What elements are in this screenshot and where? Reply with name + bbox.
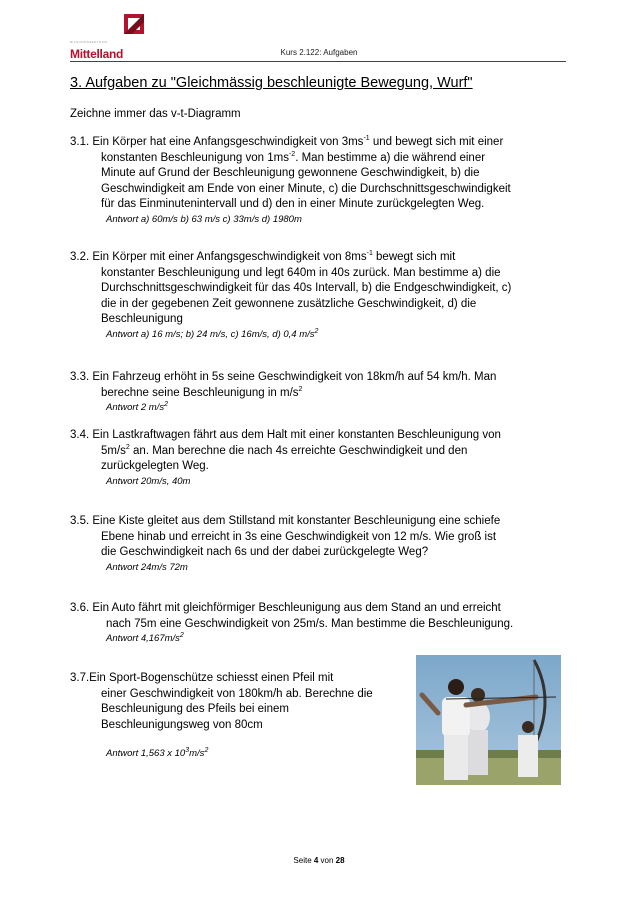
task-line: die in der gegebenen Zeit gewonnene zusätzliche Geschwindigkeit, d) die (101, 297, 477, 310)
task-3-5 (70, 514, 500, 574)
task-line: 3.4. Ein Lastkraftwagen fährt aus dem Halt mit einer konstanten Beschleunigung von (70, 429, 501, 441)
task-line: 3.3. Ein Fahrzeug erhöht in 5s seine Geschwindigkeit von 18km/h auf 54 km/h. Man (70, 371, 497, 383)
archer-photo (416, 655, 561, 785)
task-line: Durchschnittsgeschwindigkeit für das 40s Intervall, b) die Endgeschwindigkeit, c) (101, 282, 512, 294)
answer: Antwort 24m/s 72m (106, 561, 188, 573)
task-line: nach 75m eine Geschwindigkeit von 25m/s. Man bestimme die Beschleunigung. (106, 617, 514, 630)
task-3-7 (70, 671, 373, 760)
logo-name: Mittelland (70, 47, 123, 61)
task-line: Geschwindigkeit am Ende von einer Minute, c) die Durchschnittsgeschwindigkeit (101, 182, 511, 195)
answer: Antwort a) 16 m/s; b) 24 m/s, c) 16m/s, d) 0,4 $m/s^2$ (106, 327, 319, 340)
task-3-3 (70, 370, 496, 414)
task-line: Beschleunigung des Pfeils bei einem (101, 703, 289, 715)
logo-mark-icon (120, 12, 148, 48)
task-line: Ebene hinab und erreicht in 3s eine Geschwindigkeit von 12 m/s. Wie groß ist (101, 530, 497, 543)
task-line: 3.5. Eine Kiste gleitet aus dem Stillstand mit konstanter Beschleunigung eine schiefe (70, 515, 501, 527)
task-line: Beschleunigung (101, 313, 183, 325)
task-3-4 (70, 428, 501, 488)
task-3-2 (70, 250, 511, 341)
page-footer: Seite 4 von 28 (293, 856, 345, 865)
logo-subtitle: BILDUNGSZENTRUM (70, 40, 108, 44)
task-line: Beschleunigungsweg von 80cm (101, 718, 263, 731)
task-line: 3.1. Ein Körper hat eine Anfangsgeschwindigkeit von $3ms^{-1}$ und bewegt sich mit einer (70, 135, 504, 148)
task-line: konstanter Beschleunigung und legt 640m in 40s zurück. Man bestimme a) die (101, 266, 501, 279)
page-title: 3. Aufgaben zu "Gleichmässig beschleunigte Bewegung, Wurf" (70, 75, 473, 91)
task-line: 3.2. Ein Körper mit einer Anfangsgeschwindigkeit von $8ms^{-1}$ bewegt sich mit (70, 250, 456, 263)
task-line: zurückgelegten Weg. (101, 460, 209, 472)
task-line: Minute auf Grund der Beschleunigung gewonnene Geschwindigkeit, b) die (101, 167, 480, 179)
answer: Antwort 1,563 x $10^3m/s^2$ (106, 746, 209, 759)
answer: Antwort $4,167m/s^2$ (106, 631, 184, 644)
task-line: 3.7.Ein Sport-Bogenschütze schiesst einen Pfeil mit (70, 672, 334, 684)
task-3-6 (70, 601, 513, 645)
task-line: konstanten Beschleunigung von $1ms^{-2}$. Man bestimme a) die während einer (101, 150, 486, 164)
answer: Antwort a) 60m/s b) 63 m/s c) 33m/s d) 1980m (106, 213, 302, 225)
answer: Antwort 2 $m/s^2$ (106, 400, 168, 413)
task-line: für das Einminutenintervall und d) den in einer Minute zurückgelegten Weg. (101, 198, 485, 210)
task-line: berechne seine Beschleunigung in $m/s^2$ (101, 385, 303, 399)
task-line: einer Geschwindigkeit von 180km/h ab. Berechne die (101, 687, 373, 700)
task-line: $5m/s^2$ an. Man berechne die nach 4s erreichte Geschwindigkeit und den (101, 443, 468, 457)
task-line: die Geschwindigkeit nach 6s und der dabei zurückgelegte Weg? (101, 546, 429, 558)
course-header: Kurs 2.122: Aufgaben (280, 48, 358, 57)
header-divider (70, 61, 566, 62)
task-line: 3.6. Ein Auto fährt mit gleichförmiger Beschleunigung aus dem Stand an und erreicht (70, 602, 501, 614)
task-3-1 (70, 135, 511, 226)
instruction: Zeichne immer das v-t-Diagramm (70, 108, 241, 120)
answer: Antwort 20m/s, 40m (106, 475, 191, 487)
